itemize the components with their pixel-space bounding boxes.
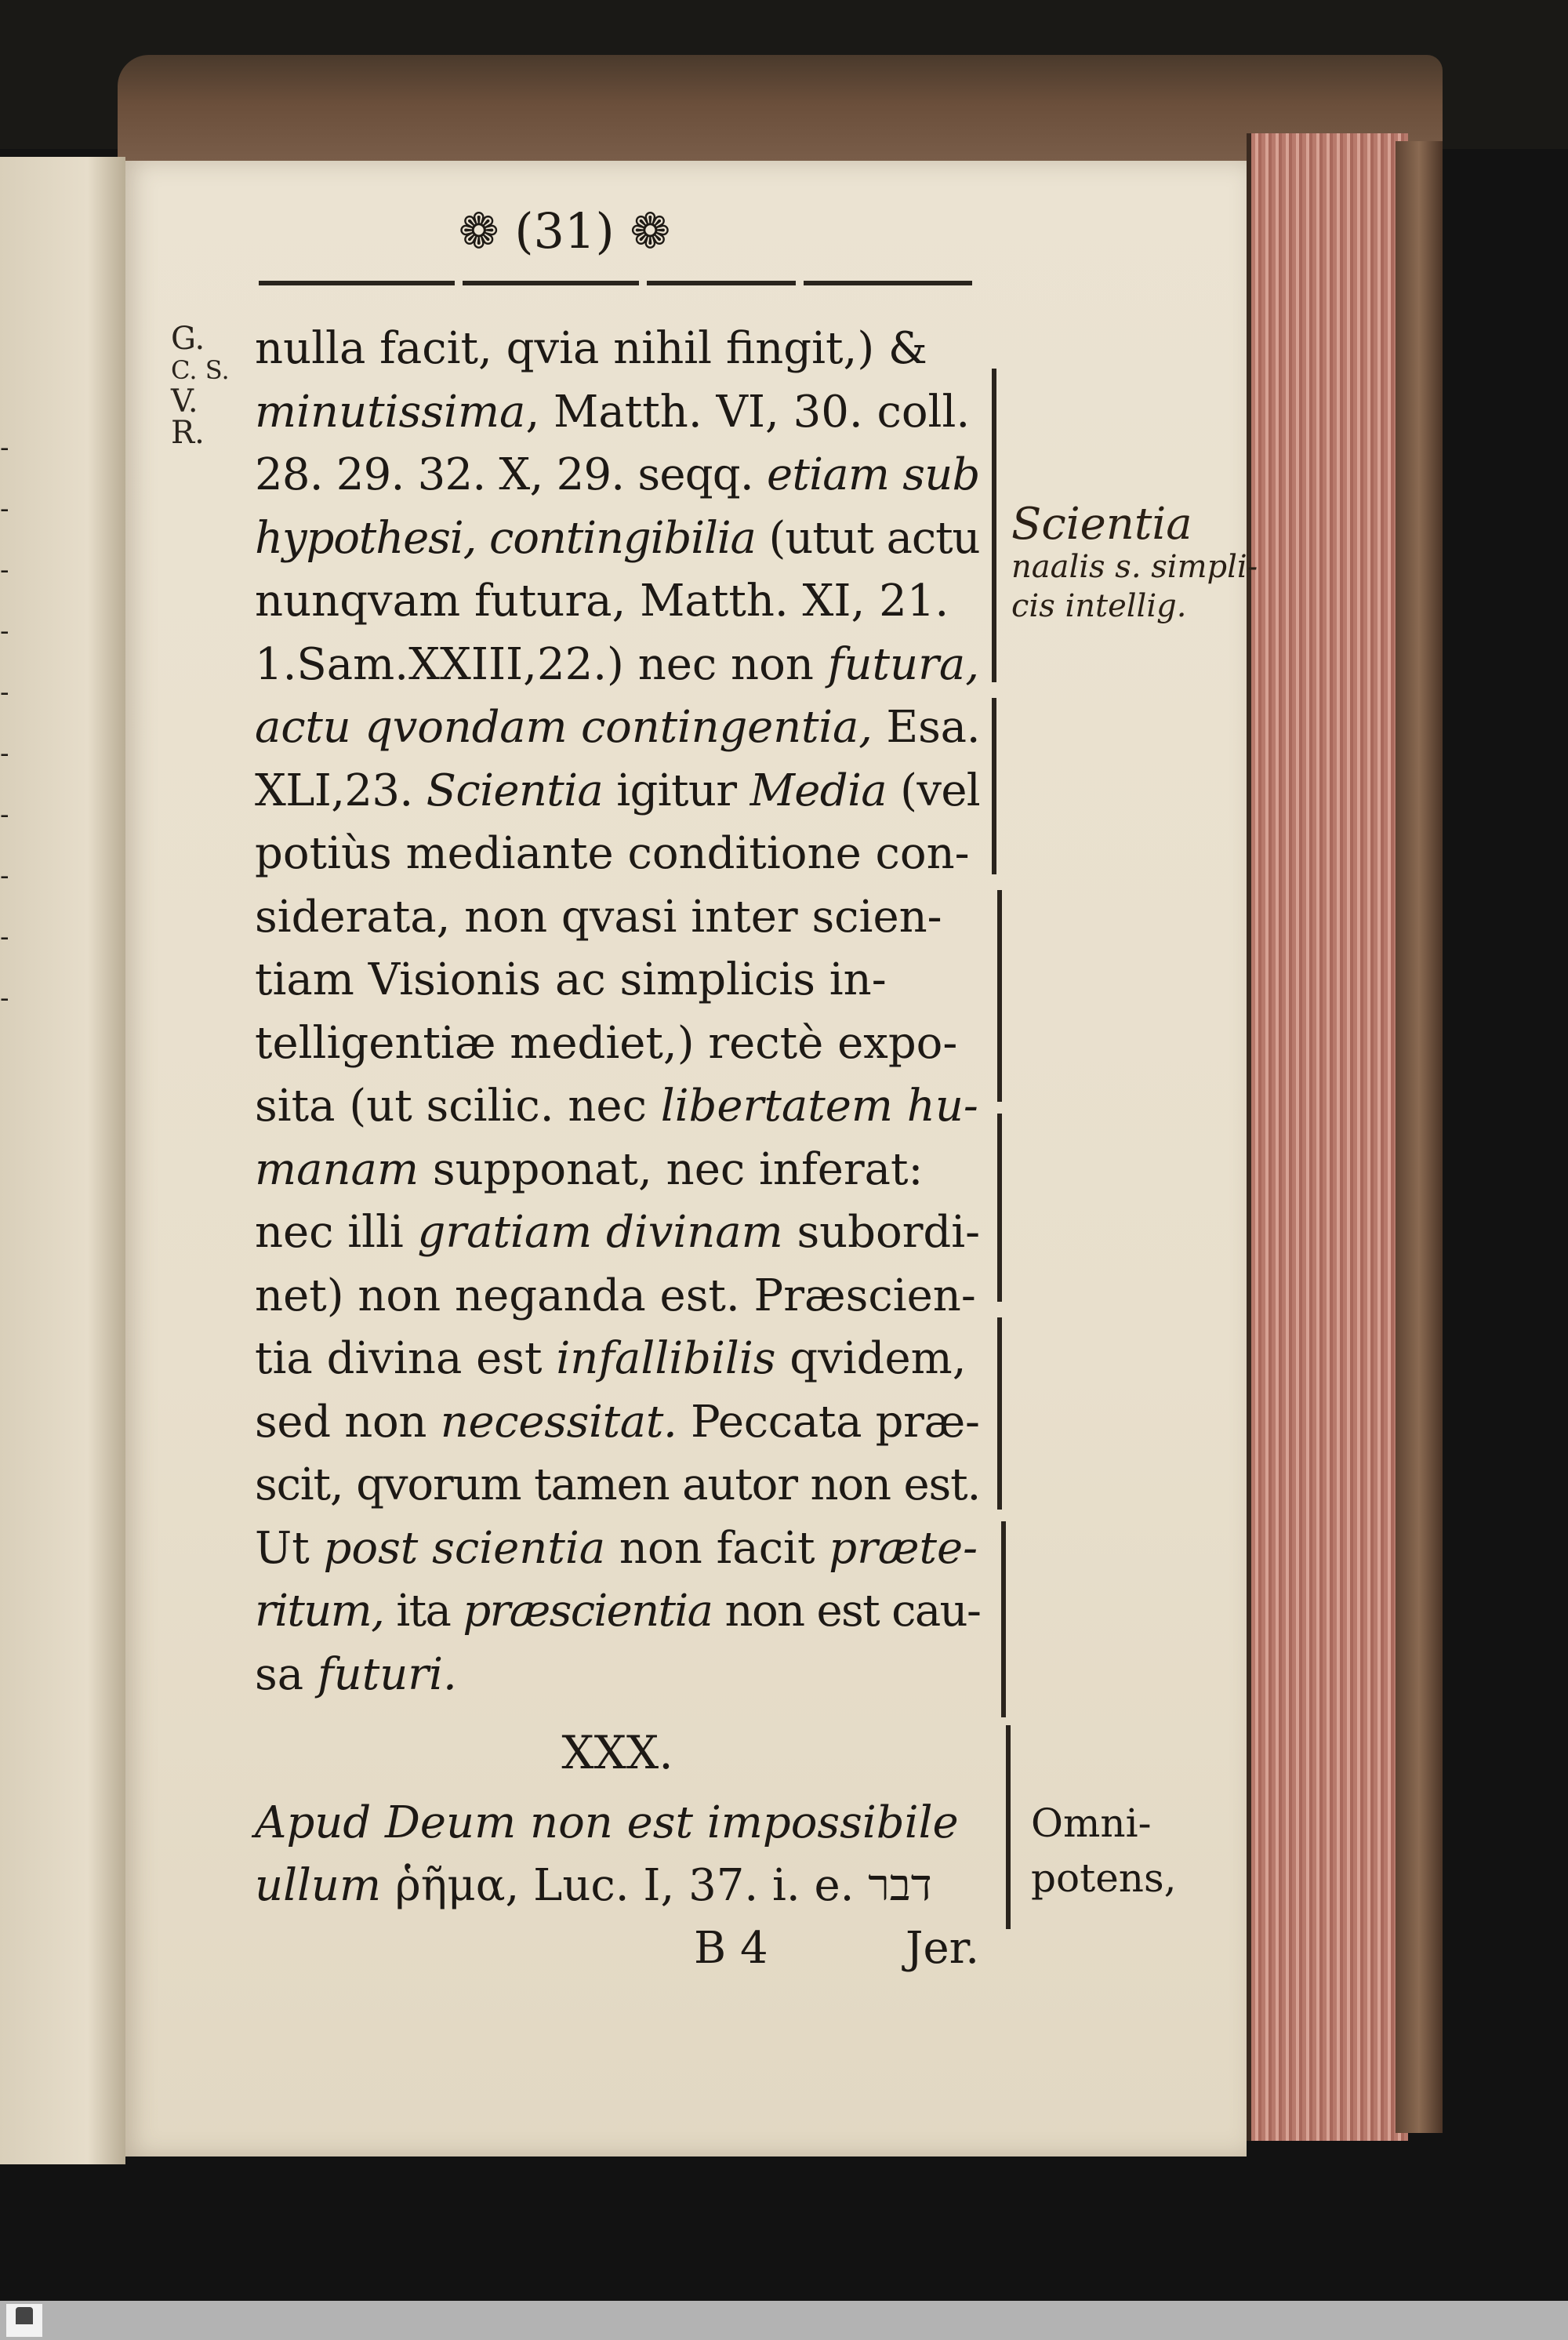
italic-text: gratiam divinam (417, 1207, 783, 1258)
roman-text: 1.Sam.XXIII,22.) nec non (255, 638, 828, 690)
roman-text: scit, qvorum tamen autor non est. (255, 1459, 981, 1510)
roman-text: qvidem, (775, 1333, 967, 1384)
roman-text: (vel (886, 765, 981, 816)
italic-text: præscientia (463, 1586, 713, 1637)
margin-bracket-4 (997, 1114, 1002, 1302)
text-line (255, 1517, 980, 1581)
margin-mark: V. (171, 383, 198, 420)
roman-text: nec illi (255, 1207, 418, 1258)
text-line (255, 1139, 980, 1202)
left-margin-marks (171, 323, 234, 449)
italic-text: Scientia (426, 765, 604, 816)
text-line (255, 444, 980, 507)
italic-text: futura, (827, 638, 980, 690)
roman-text: Esa. (872, 702, 981, 753)
body-text (255, 318, 980, 1706)
page-number: (31) (514, 202, 615, 260)
margin-bracket-7 (1006, 1725, 1011, 1929)
handwritten-line: Scientia (1011, 499, 1192, 550)
ornament-right-icon: ❁ (630, 202, 671, 260)
section-heading: XXX. (561, 1726, 673, 1779)
text-line (255, 1580, 980, 1644)
italic-text: Apud Deum non est impossibile (255, 1797, 959, 1848)
handwritten-line: cis intellig. (1011, 588, 1187, 624)
viewer-bottom-bar (0, 2301, 1568, 2340)
printed-margin-note (1031, 1796, 1227, 1906)
header-rule-3 (647, 281, 796, 285)
italic-text: etiam sub (766, 449, 980, 500)
text-line (255, 1454, 980, 1517)
roman-text: , Matth. VI, 30. coll. (525, 386, 971, 438)
library-logo (6, 2304, 42, 2337)
roman-text: (utut actu (755, 512, 980, 564)
italic-text: præte- (829, 1522, 978, 1574)
roman-text: sita (ut scilic. nec (255, 1081, 661, 1132)
text-line (255, 949, 980, 1012)
italic-text: post scientia (323, 1522, 606, 1574)
roman-text: sa (255, 1648, 318, 1700)
margin-bracket-3 (997, 890, 1002, 1102)
italic-text: ullum (255, 1860, 382, 1911)
section-text (255, 1792, 980, 1917)
book-cover-edge (1396, 141, 1443, 2133)
roman-text: net) non neganda est. Præscien- (255, 1270, 976, 1321)
roman-text: subordi- (782, 1207, 981, 1258)
text-line (255, 381, 980, 445)
roman-text: non est cau- (712, 1586, 981, 1637)
handwritten-margin-note (1011, 499, 1262, 626)
margin-mark: C. S. (171, 355, 230, 385)
text-line (255, 1855, 980, 1917)
text-line (255, 760, 980, 823)
text-line (255, 634, 980, 697)
text-line (255, 886, 980, 950)
margin-note-line: Omni- (1031, 1800, 1152, 1846)
text-line (255, 696, 980, 760)
italic-text: minutissima (255, 386, 526, 438)
signature-mark: B 4 (694, 1923, 768, 1974)
italic-text: hypothesi, contingibilia (255, 512, 756, 564)
roman-text: non facit (605, 1522, 829, 1574)
text-line (255, 318, 980, 381)
margin-note-line: potens, (1031, 1855, 1177, 1901)
roman-text: XLI,23. (255, 765, 426, 816)
page-footer (255, 1917, 980, 1980)
text-line (255, 1201, 980, 1265)
italic-text: manam (255, 1143, 419, 1195)
library-logo-icon (16, 2307, 33, 2324)
roman-text: supponat, nec inferat: (419, 1143, 924, 1195)
roman-text: ῥῆμα, Luc. I, 37. i. e. דבר (381, 1860, 932, 1911)
text-line (255, 1792, 980, 1855)
margin-bracket-6 (1001, 1521, 1006, 1717)
text-line (255, 1012, 980, 1076)
text-line (255, 823, 980, 886)
text-line (255, 507, 980, 571)
header-rule-2 (463, 281, 639, 285)
header-rule-4 (804, 281, 972, 285)
roman-text: igitur (603, 765, 750, 816)
text-line (255, 1391, 980, 1455)
margin-bracket-5 (997, 1317, 1002, 1510)
italic-text: actu qvondam contingentia, (255, 702, 873, 753)
roman-text: siderata, non qvasi inter scien- (255, 891, 942, 943)
text-line (255, 1328, 980, 1391)
italic-text: libertatem hu- (660, 1081, 978, 1132)
text-line (255, 1265, 980, 1328)
roman-text: 28. 29. 32. X, 29. seqq. (255, 449, 767, 500)
catchword: Jer. (906, 1923, 980, 1974)
margin-bracket-1 (992, 369, 996, 682)
roman-text: Peccata præ- (677, 1396, 980, 1448)
text-line (255, 1075, 980, 1139)
header-rule-1 (259, 281, 455, 285)
italic-text: futuri. (317, 1648, 457, 1700)
margin-mark: G. (171, 321, 205, 357)
page-header (345, 196, 784, 267)
italic-text: infallibilis (556, 1333, 776, 1384)
roman-text: potiùs mediante conditione con- (255, 828, 970, 879)
roman-text: tia divina est (255, 1333, 557, 1384)
roman-text: sed non (255, 1396, 441, 1448)
facing-page-text-fragments: - - - - - - - - - - (0, 432, 9, 1014)
margin-bracket-2 (992, 698, 996, 874)
roman-text: nunqvam futura, Matth. XI, 21. (255, 576, 949, 627)
roman-text: ita (383, 1586, 463, 1637)
page-block-edge (1247, 133, 1408, 2141)
italic-text: Media (750, 765, 887, 816)
handwritten-line: naalis s. simpli- (1011, 549, 1258, 585)
book-binding-top (118, 55, 1443, 165)
margin-mark: R. (171, 415, 205, 451)
italic-text: necessitat. (440, 1396, 677, 1448)
roman-text: Ut (255, 1522, 324, 1574)
text-line (255, 1644, 980, 1707)
roman-text: nulla facit, qvia nihil fingit,) & (255, 323, 927, 374)
facing-page-edge (0, 157, 125, 2164)
italic-text: ritum, (255, 1586, 384, 1637)
roman-text: tiam Visionis ac simplicis in- (255, 954, 887, 1005)
ornament-left-icon: ❁ (458, 202, 499, 260)
text-line (255, 570, 980, 634)
roman-text: telligentiæ mediet,) rectè expo- (255, 1017, 958, 1069)
